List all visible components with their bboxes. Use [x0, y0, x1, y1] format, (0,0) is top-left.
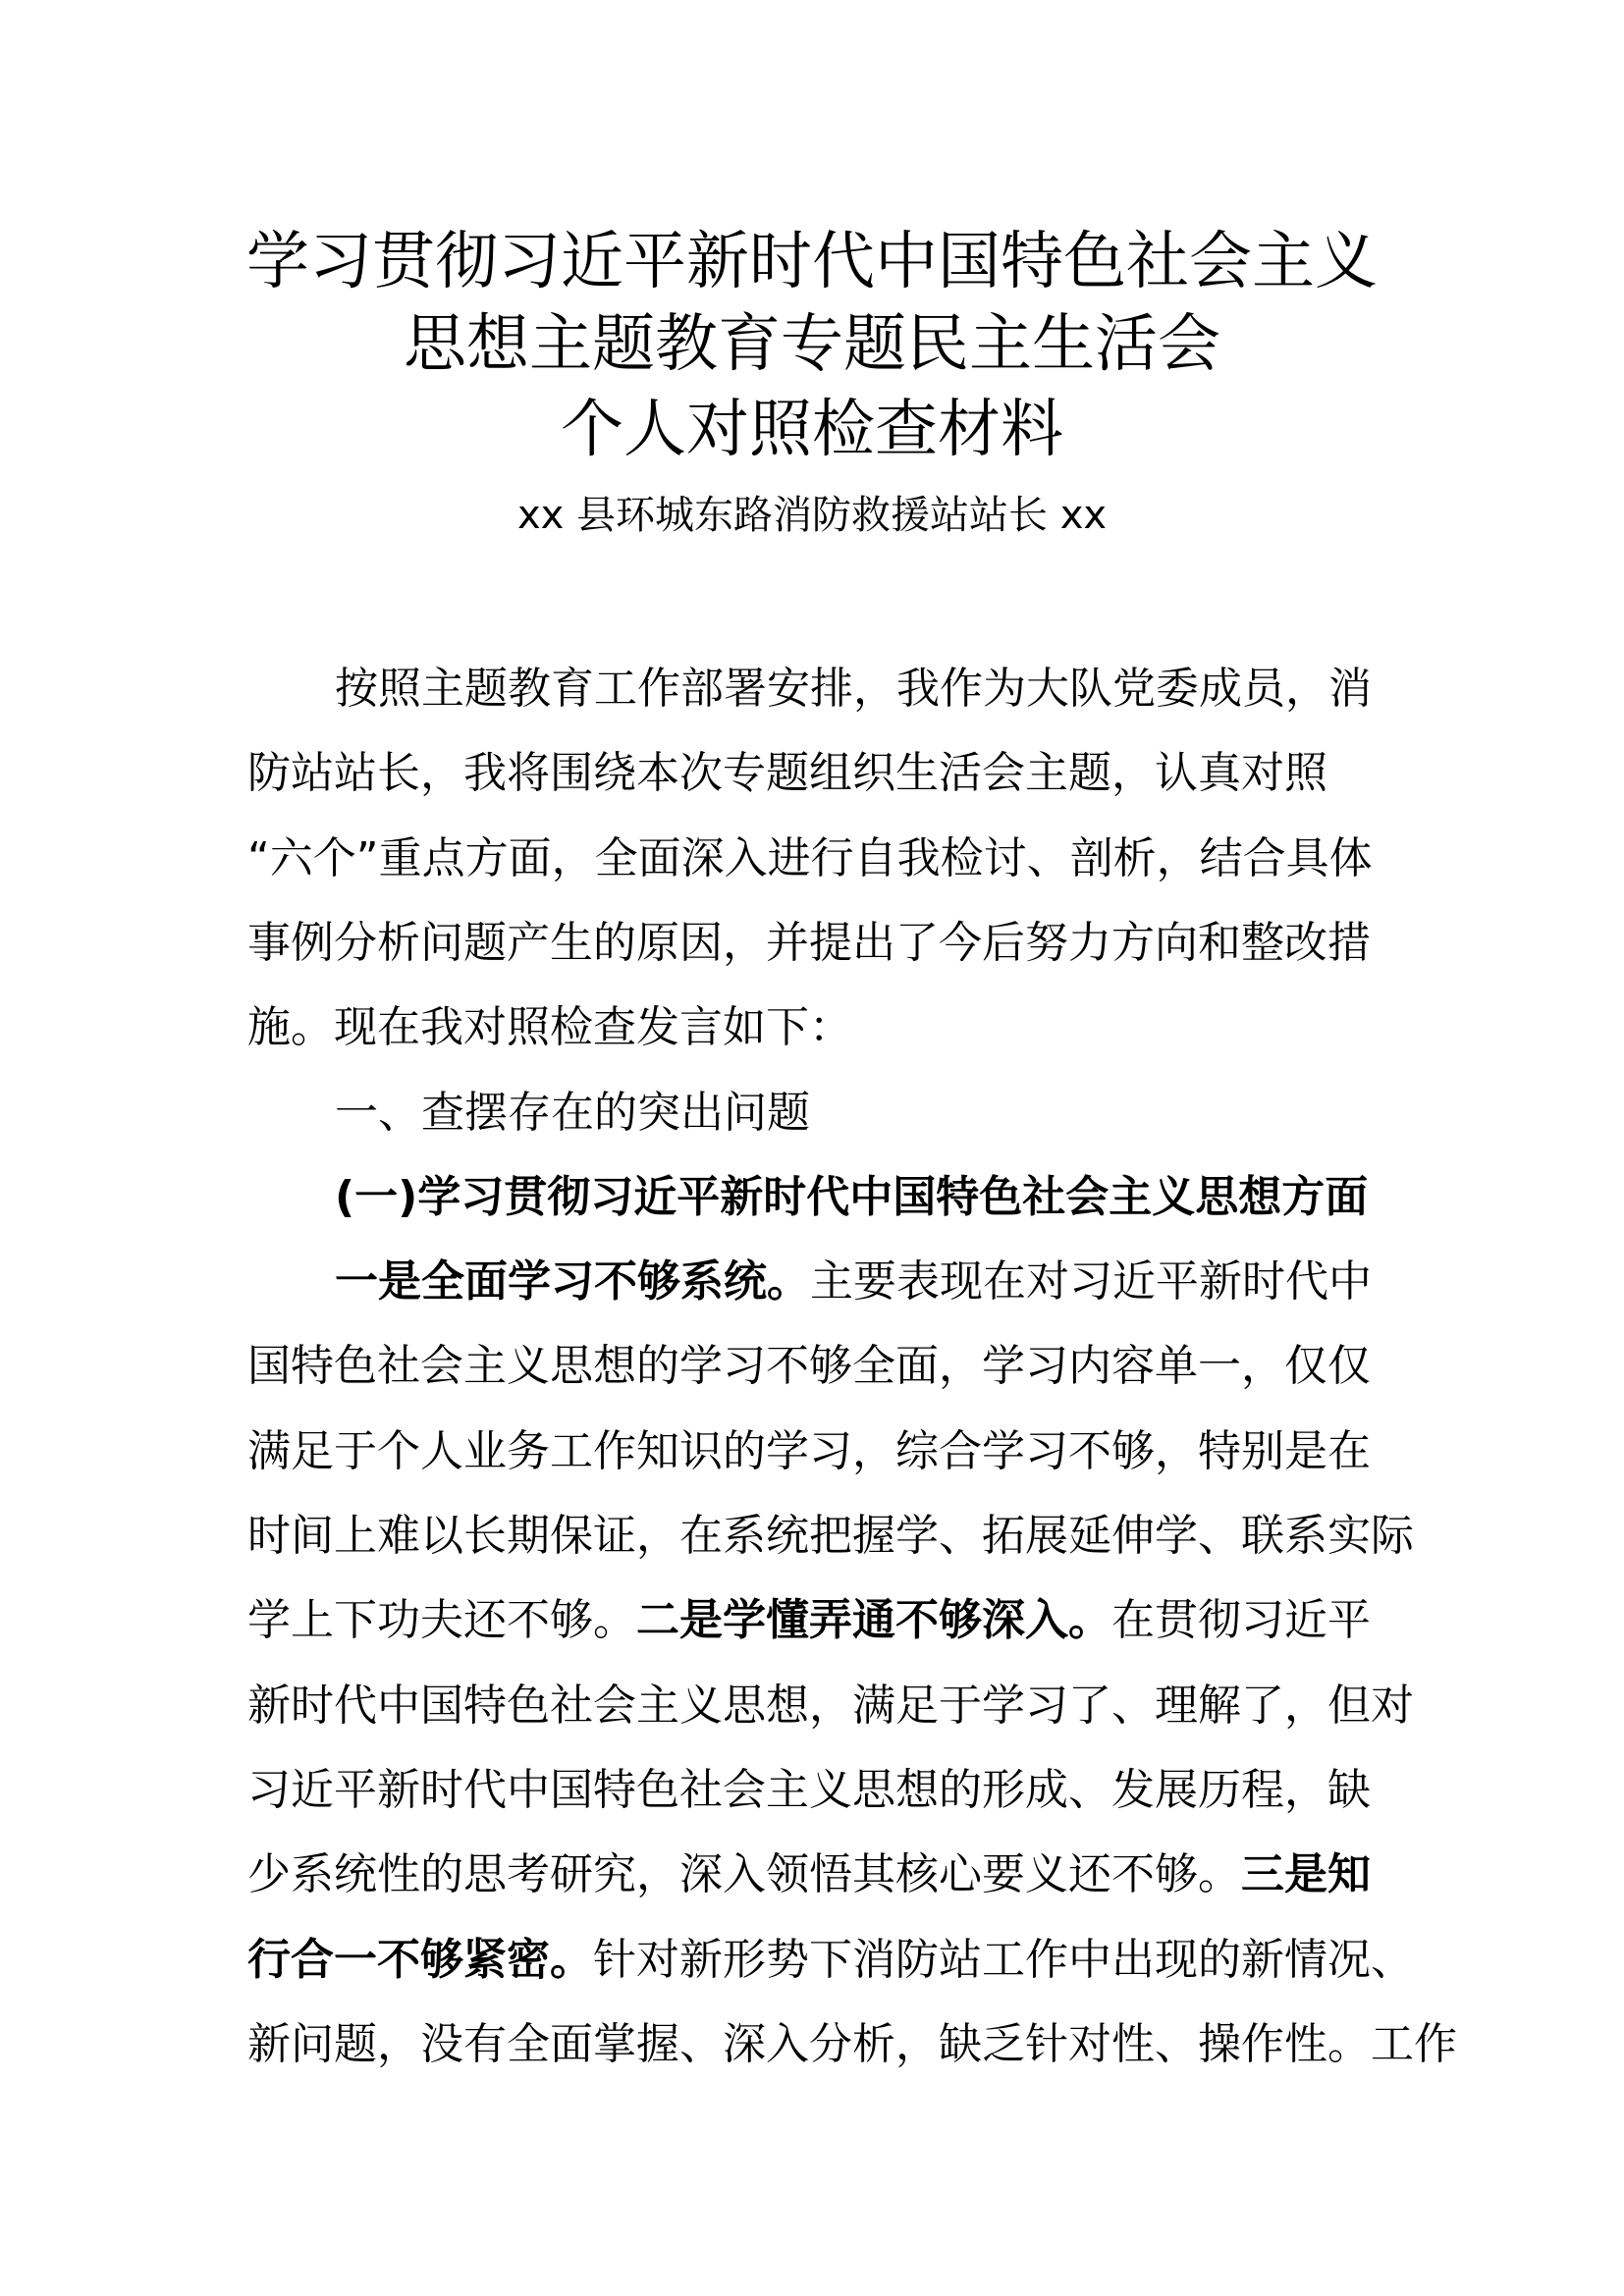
text: 针对新形势下消防站工作中出现的新情况、: [593, 1934, 1414, 1985]
paragraph-line: [247, 660, 1493, 719]
text: 学上下功夫还不够。: [247, 1595, 636, 1646]
text: 少系统性的思考研究，深入领悟其核心要义还不够。: [247, 1849, 1241, 1900]
text: 一、查摆存在的突出问题: [335, 1087, 810, 1138]
text: 在贯彻习近平: [1111, 1595, 1371, 1646]
text: 按照主题教育工作部署安排，我作为大队党委成员，消: [335, 664, 1372, 714]
paragraph-line: [247, 1677, 1414, 1735]
paragraph-line: [247, 1761, 1406, 1820]
paragraph-line: [247, 1422, 1406, 1481]
paragraph-line: [247, 1337, 1406, 1396]
paragraph-line: [247, 1845, 1406, 1904]
paragraph-line: [247, 1168, 1493, 1227]
document-title-line-3: 个人对照检查材料: [561, 394, 1063, 466]
bold-text: (一)学习贯彻习近平新时代中国特色社会主义思想方面: [335, 1171, 1369, 1222]
paragraph-line: [247, 1084, 1493, 1143]
text: 主要表现在对习近平新时代中: [810, 1256, 1372, 1308]
text: 国特色社会主义思想的学习不够全面，学习内容单一，仅仅: [247, 1341, 1371, 1392]
document-title-line-2: 思想主题教育专题民主生活会: [404, 308, 1220, 381]
paragraph-line: [247, 1591, 1406, 1650]
paragraph-line: [247, 1253, 1493, 1311]
paragraph-line: [247, 1931, 1414, 1990]
text: 满足于个人业务工作知识的学习，综合学习不够，特别是在: [247, 1425, 1371, 1476]
text: 时间上难以长期保证，在系统把握学、拓展延伸学、联系实际: [247, 1511, 1414, 1561]
paragraph-line: [247, 829, 1406, 888]
text: 新时代中国特色社会主义思想，满足于学习了、理解了，但对: [247, 1680, 1414, 1731]
text: 新问题，没有全面掌握、深入分析，缺乏针对性、操作性。工作: [247, 2018, 1457, 2069]
paragraph-line: [247, 2015, 1457, 2074]
text: 事例分析问题产生的原因，并提出了今后努力方向和整改措: [247, 917, 1371, 968]
text: “六个”重点方面，全面深入进行自我检讨、剖析，结合具体: [247, 832, 1373, 883]
paragraph-line: [247, 998, 1406, 1057]
bold-text: 行合一不够紧密。: [247, 1934, 593, 1985]
text: 习近平新时代中国特色社会主义思想的形成、发展历程，缺: [247, 1764, 1371, 1815]
bold-text: 一是全面学习不够系统。: [335, 1256, 810, 1308]
text: 防站站长，我将围绕本次专题组织生活会主题，认真对照: [247, 748, 1327, 799]
paragraph-line: [247, 1507, 1414, 1566]
text: 施。现在我对照检查发言如下：: [247, 1002, 852, 1053]
paragraph-line: [247, 744, 1406, 803]
bold-text: 三是知: [1241, 1849, 1371, 1900]
paragraph-line: [247, 914, 1406, 973]
author-line: xx 县环城东路消防救援站站长 xx: [516, 493, 1108, 538]
bold-text: 二是学懂弄通不够深入。: [636, 1595, 1111, 1646]
document-title-line-1: 学习贯彻习近平新时代中国特色社会主义: [246, 226, 1378, 298]
